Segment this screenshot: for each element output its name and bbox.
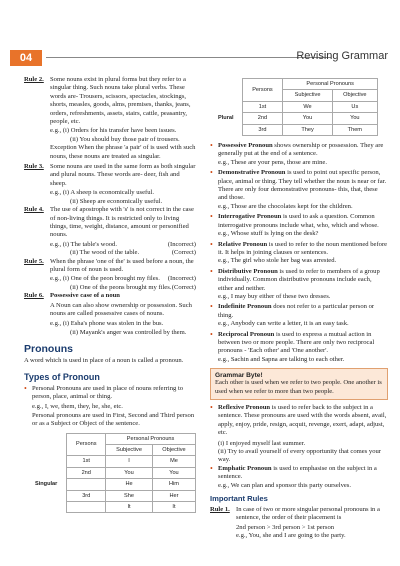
rule-text: When the phrase 'one of the' is used before a noun, the plural form of noun is used.	[50, 257, 194, 273]
example-line: (ii) You should buy those pair of trousers.	[70, 135, 180, 143]
example-line: (i) I enjoyed myself last summer.	[218, 439, 306, 447]
example-line	[24, 275, 196, 283]
cell: 2nd	[67, 467, 106, 478]
example-text: (ii) The wood of the table.	[70, 249, 140, 257]
th-personal: Personal Pronouns	[283, 79, 378, 90]
rule-text: Some nouns are used in the same form as both singular and plural nouns. These words are- deer, fish and sheep.	[50, 163, 196, 187]
pronouns-definition: A word which is used in place of a noun is called a pronoun.	[24, 357, 184, 365]
bullet-reflexive	[210, 404, 388, 438]
example-line	[24, 284, 196, 292]
bullet-extra: Personal pronouns are used in First, Second and Third person or as a Subject or Object of the sentence.	[32, 411, 195, 428]
cell: Us	[332, 101, 377, 112]
th-personal: Personal Pronouns	[106, 433, 196, 444]
bullet-icon: •	[210, 168, 213, 178]
example-line: e.g., Anybody can write a letter, it is an easy task.	[218, 320, 349, 328]
bullet-icon: •	[210, 329, 213, 339]
rule-label: Rule 6.	[24, 292, 44, 300]
left-column	[24, 76, 196, 513]
rule-2	[24, 76, 196, 126]
cell: 1st	[242, 101, 283, 112]
example-verdict: (Correct)	[171, 283, 196, 291]
example-verdict: (Incorrect)	[167, 240, 196, 248]
th-subjective: Subjective	[283, 90, 332, 101]
example-line: e.g., I, we, them, they, he, she, etc.	[32, 403, 123, 411]
cell: You	[152, 467, 195, 478]
cell: Me	[152, 456, 195, 467]
cell: It	[152, 502, 195, 513]
th-persons: Persons	[242, 79, 283, 102]
example-line: e.g., (i) Orders for his transfer have been issues.	[50, 127, 177, 135]
bullet-text: does not refer to a particular person or thing.	[218, 303, 375, 319]
rule-5	[24, 258, 196, 275]
cell: Her	[152, 490, 195, 501]
rule-6	[24, 292, 196, 300]
bullet-term: Indefinite Pronoun	[218, 303, 272, 311]
bullet-text: Personal Pronouns are used in place of nouns referring to person, place, animal or thing.	[32, 384, 184, 400]
cell: He	[106, 479, 153, 490]
table-label: Singular	[34, 481, 58, 488]
cell: You	[283, 113, 332, 124]
cell: You	[332, 113, 377, 124]
rule-4	[24, 206, 196, 240]
pronoun-bullets	[210, 142, 388, 364]
bullet-text: is used to refer back to the subject in a sentence. These pronouns are used with the words absent, avail, apply, enjoy, pride, resign, acquit, revenge, exert, adapt, adjust, etc.	[218, 404, 387, 437]
cell: Them	[332, 124, 377, 135]
pronouns-heading: Pronouns	[24, 343, 73, 356]
header-rule	[46, 57, 331, 58]
example-line: e.g., The girl who stole her bag was arrested.	[218, 257, 337, 265]
cell: I	[106, 456, 153, 467]
types-heading: Types of Pronoun	[24, 371, 100, 382]
bullet-icon: •	[210, 302, 213, 312]
cell: We	[283, 101, 332, 112]
table-label: Plural	[218, 115, 234, 122]
cell: It	[106, 502, 153, 513]
cell	[67, 479, 106, 490]
cell: She	[106, 490, 153, 501]
bullet-term: Relative Pronoun	[218, 240, 268, 248]
rule-label: Rule 1.	[210, 506, 230, 514]
bullet-possessive	[210, 142, 388, 167]
bullet-text: shows ownership or possession. They are generally put at the end of a sentence.	[218, 142, 384, 158]
bullet-icon: •	[24, 383, 27, 393]
example-line	[24, 249, 196, 257]
bullet-personal	[24, 385, 196, 402]
cell: You	[106, 467, 153, 478]
cell: Him	[152, 479, 195, 490]
important-rules-heading: Important Rules	[210, 494, 268, 504]
page-header	[0, 0, 400, 46]
cell: 3rd	[242, 124, 283, 135]
bullet-text: is used to refer to the noun mentioned before it. It helps in joining clauses or sentences.	[218, 240, 388, 256]
cell	[67, 502, 106, 513]
important-rule-1	[210, 506, 388, 523]
example-line: e.g., I may buy either of these two dresses.	[218, 292, 331, 300]
bullet-term: Distributive Pronoun	[218, 267, 278, 275]
example-line: e.g., Sachin and Sapna are talking to each other.	[218, 355, 345, 363]
section-title: Revising Grammar	[296, 50, 388, 62]
rule-text: The use of apostrophe with 's' is not correct in the case of non-living things. It is restricted only to living things, time, weight, distance, amount or personified nouns.	[50, 206, 194, 239]
example-text: e.g., (i) One of the peon brought my files.	[50, 275, 160, 283]
example-line: (ii) Try to avail yourself of every opportunity that comes your way.	[218, 448, 381, 464]
example-line	[24, 241, 196, 249]
bullet-text: is used to point out specific person, place, animal or thing. They tell whether the noun is near or far. There are only four demonstrative pronouns- this, that, these and those.	[218, 169, 387, 202]
example-line: e.g., These are your pens, those are mine.	[218, 158, 328, 166]
bullet-term: Emphatic Pronoun	[218, 464, 272, 472]
example-line: e.g., Whose stuff is lying on the desk?	[218, 230, 319, 238]
rule-3	[24, 163, 196, 188]
th-objective: Objective	[332, 90, 377, 101]
example-line: (ii) Mayank's anger was controlled by them.	[70, 328, 187, 336]
bullet-text: is used to ask a question. Common interrogative pronouns include what, who, which and whose.	[218, 213, 379, 229]
cell: They	[283, 124, 332, 135]
rule-label: Rule 2.	[24, 76, 44, 83]
bullet-icon: •	[210, 403, 213, 412]
bullet-term: Interrogative Pronoun	[218, 213, 282, 221]
grammar-byte-text: Each other is used when we refer to two people. One another is used when we refer to more than two people.	[215, 379, 382, 395]
page-number: 04	[10, 50, 42, 66]
th-persons: Persons	[67, 433, 106, 456]
bullet-term: Reflexive Pronoun	[218, 404, 271, 411]
grammar-byte-box	[210, 368, 388, 400]
cell: 1st	[67, 456, 106, 467]
rule-text: In case of two or more singular personal pronouns in a sentence, the order of their placement is	[236, 506, 380, 522]
bullet-icon: •	[210, 463, 213, 473]
rule-label: Rule 4.	[24, 206, 44, 214]
example-verdict: (Correct)	[171, 249, 196, 257]
singular-pronoun-table	[26, 433, 196, 514]
bullet-distributive	[210, 268, 388, 302]
example-line: e.g., (i) Esha's phone was stolen in the bus.	[50, 320, 164, 328]
th-objective: Objective	[152, 445, 195, 456]
rule-label: Rule 3.	[24, 163, 44, 171]
bullet-text: is used to emphasise on the subject in a sentence.	[218, 464, 377, 481]
bullet-reciprocal	[210, 331, 388, 365]
rule-description: A Noun can also show ownership or possession. Such nouns are called possessive cases of nouns.	[50, 301, 192, 317]
bullet-term: Possessive Pronoun	[218, 142, 273, 150]
bullet-relative	[210, 241, 388, 266]
rule-text: Some nouns exist in plural forms but they refer to a singular thing. Such nouns take plural verbs. These words are- Trousers, scissors, spectacles, stockings, shorts, measles, goods, alms, premises, thanks, jeans, orders, refreshments, assets, stairs, cattle, peasantry, people, etc.	[50, 76, 191, 126]
th-subjective: Subjective	[106, 445, 153, 456]
example-line: (ii) Sheep are economically useful.	[70, 197, 163, 205]
bullet-demonstrative	[210, 169, 388, 211]
bullet-icon: •	[210, 212, 213, 222]
rule-label: Rule 5.	[24, 257, 44, 265]
bullet-text: is used to refer to members of a group individually. Common distributive pronouns include each, either and neither.	[218, 267, 380, 292]
rule-text: Possessive case of a noun	[50, 292, 120, 300]
example-text: (ii) One of the peons brought my files.	[70, 283, 172, 291]
bullet-interrogative	[210, 213, 388, 238]
example-line: e.g., We can plan and sponsor this party ourselves.	[218, 481, 352, 489]
example-text: e.g., (i) The table's wood.	[50, 240, 117, 248]
cell: 2nd	[242, 113, 283, 124]
example-line: e.g., (i) A sheep is economically useful.	[50, 189, 155, 197]
bullet-emphatic	[210, 465, 388, 490]
bullet-term: Reciprocal Pronoun	[218, 330, 275, 338]
exception-note: Exception When the phrase 'a pair' of is used with such nouns, these nouns are treated as singular.	[50, 144, 196, 160]
bullet-icon: •	[210, 239, 213, 249]
right-column	[210, 78, 388, 541]
example-line: e.g., You, she and I are going to the party.	[236, 532, 346, 540]
example-line: e.g., Those are the chocolates kept for the children.	[218, 202, 353, 210]
bullet-text: is used to express a mutual action in between two or more people. There are only two reciprocal pronouns - 'Each other' and 'One another'.	[218, 330, 375, 355]
cell: 3rd	[67, 490, 106, 501]
bullet-term: Demonstrative Pronoun	[218, 169, 286, 177]
rule-order: 2nd person > 3rd person > 1st person	[236, 523, 335, 531]
bullet-indefinite	[210, 303, 388, 328]
bullet-icon: •	[210, 266, 213, 276]
grammar-byte-title: Grammar Byte!	[215, 372, 263, 380]
plural-pronoun-table	[210, 78, 378, 136]
example-verdict: (Incorrect)	[167, 275, 196, 283]
bullet-icon: •	[210, 141, 213, 151]
